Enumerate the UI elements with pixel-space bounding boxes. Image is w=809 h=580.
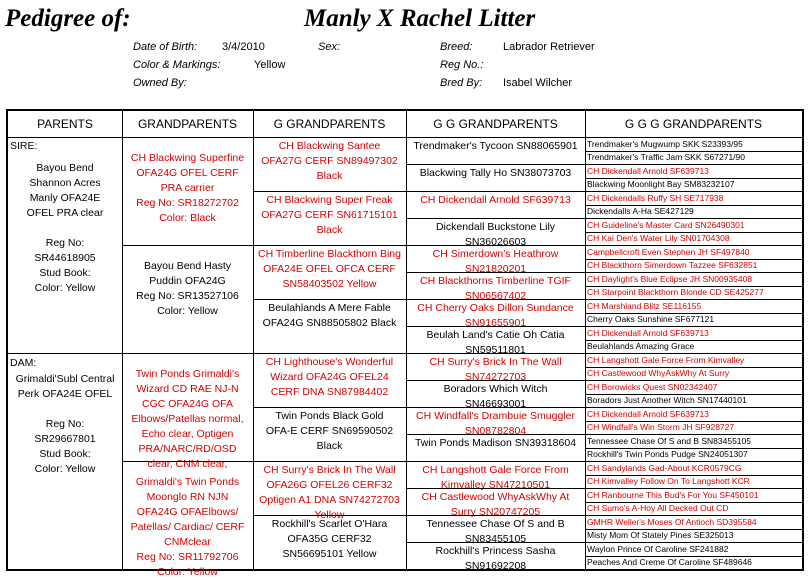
- row-divider: [122, 353, 253, 354]
- gg-grandparent-cell: Trendmaker's Tycoon SN88065901: [413, 140, 578, 152]
- ggg-grandparent-cell: CH Blackthorn Simerdown Tazzee SF632851: [587, 260, 758, 270]
- sire-details: Bayou Bend Shannon Acres Manly OFA24E OFEL PRA clear Reg No: SR44618905 Stud Book: Color: Yellow: [26, 162, 104, 294]
- row-divider: [406, 407, 585, 408]
- col-header-gg-grandparents: G G GRANDPARENTS: [433, 117, 558, 131]
- row-divider: [406, 218, 585, 219]
- ggg-grandparent-cell: Rockhill's Twin Ponds Pudge SN24051307: [587, 449, 748, 459]
- gg-grandparent-cell: CH Simerdown's Heathrow SN21820201: [432, 248, 559, 275]
- gg-grandparent-cell: Beulah Land's Catie Oh Catia SN59511801: [426, 329, 565, 356]
- breed-label: Breed:: [440, 41, 473, 53]
- ggg-grandparent-cell: Campbellcroft Even Stephen JH SF497840: [587, 246, 750, 257]
- ggg-grandparent-cell: CH Castlewood WhyAskWhy At Surry: [587, 368, 730, 378]
- g-grandparent-cell: CH Blackwing Super Freak OFA27G CERF SN61715101 Black: [261, 194, 398, 236]
- col-header-ggg-grandparents: G G G GRANDPARENTS: [624, 117, 763, 131]
- g-grandparent-cell: Beulahlands A Mere Fable OFA24G SN88505802 Black: [262, 302, 397, 329]
- ggg-grandparent-cell: Dickendalls A-Ha SE427129: [587, 206, 694, 216]
- column-divider: [585, 111, 586, 569]
- ggg-grandparent-cell: Blackwing Moonlight Bay SM83232107: [587, 179, 735, 189]
- row-divider: [406, 461, 585, 462]
- ggg-grandparent-cell: CH Starpoint Blackthorn Blonde CD SE425277: [587, 287, 764, 297]
- row-divider: [406, 272, 585, 273]
- color-label: Color & Markings:: [133, 59, 221, 71]
- gg-grandparent-cell: Blackwing Tally Ho SN38073703: [419, 167, 572, 179]
- row-divider: [406, 542, 585, 543]
- row-divider: [585, 542, 802, 543]
- dam-label: DAM:: [10, 357, 37, 369]
- ggg-grandparent-cell: CH Sumo's A-Hoy All Decked Out CD: [587, 503, 729, 513]
- row-divider: [585, 313, 802, 314]
- ggg-grandparent-cell: Boradors Just Another Witch SN17440101: [587, 395, 747, 405]
- row-divider: [585, 367, 802, 368]
- col-header-grandparents: GRANDPARENTS: [137, 117, 238, 131]
- ggg-grandparent-cell: CH Dickendalls Ruffy SH SE717938: [587, 192, 724, 203]
- dob-label: Date of Birth:: [133, 41, 198, 53]
- row-divider: [253, 353, 406, 354]
- ggg-grandparent-cell: CH Dickendall Arnold SF639713: [587, 165, 709, 176]
- header-divider: [8, 137, 802, 138]
- ggg-grandparent-cell: CH Dickendall Arnold SF639713: [587, 408, 709, 419]
- row-divider: [585, 448, 802, 449]
- bred-value: Isabel Wilcher: [503, 77, 573, 89]
- row-divider: [406, 191, 585, 192]
- g-grandparent-cell: CH Surry's Brick In The Wall OFA26G OFEL26 CERF32 Optigen A1 DNA SN74272703 Yellow: [259, 464, 400, 521]
- ggg-grandparent-cell: Cherry Oaks Sunshine SF677121: [587, 314, 715, 324]
- row-divider: [585, 191, 802, 192]
- row-divider: [253, 245, 406, 246]
- row-divider: [585, 529, 802, 530]
- row-divider: [585, 475, 802, 476]
- g-grandparent-cell: CH Blackwing Santee OFA27G CERF SN89497302 Black: [261, 140, 398, 182]
- row-divider: [406, 380, 585, 381]
- dob-value: 3/4/2010: [222, 41, 265, 53]
- g-grandparent-cell: CH Lighthouse's Wonderful Wizard OFA24G OFEL24 CERF DNA SN87984402: [265, 356, 394, 398]
- g-grandparent-cell: CH Timberline Blackthorn Bing OFA24E OFEL OFCA CERF SN58403502 Yellow: [258, 248, 401, 290]
- owned-label: Owned By:: [133, 77, 187, 89]
- ggg-grandparent-cell: CH Kimvalley Follow On To Langshott KCR: [587, 476, 750, 486]
- column-divider: [253, 111, 254, 569]
- col-header-parents: PARENTS: [37, 117, 93, 131]
- gg-grandparent-cell: CH Windfall's Drambuie Smuggler SN08782804: [416, 410, 575, 437]
- g-grandparent-cell: Rockhill's Scarlet O'Hara OFA35G CERF32 SN56695101 Yellow: [271, 518, 388, 560]
- row-divider: [585, 394, 802, 395]
- gg-grandparent-cell: CH Castlewood WhyAskWhy At Surry SN20747205: [421, 491, 570, 518]
- g-grandparent-cell: Twin Ponds Black Gold OFA-E CERF SN69590502 Black: [265, 410, 394, 452]
- column-divider: [122, 111, 123, 569]
- ggg-grandparent-cell: GMHR Weller's Moses Of Antioch SD395584: [587, 516, 757, 527]
- bred-label: Bred By:: [440, 77, 483, 89]
- row-divider: [253, 515, 406, 516]
- grandparent-cell: Bayou Bend Hasty Puddin OFA24G Reg No: SR13527106 Color: Yellow: [136, 260, 239, 317]
- row-divider: [406, 164, 585, 165]
- row-divider: [585, 286, 802, 287]
- row-divider: [406, 515, 585, 516]
- row-divider: [585, 407, 802, 408]
- row-divider: [585, 421, 802, 422]
- ggg-grandparent-cell: Tennessee Chase Of S and B SN83455105: [587, 435, 751, 446]
- ggg-grandparent-cell: CH Sandylands Gad-About KCR0579CG: [587, 462, 742, 473]
- ggg-grandparent-cell: CH Langshott Gale Force From Kimvalley: [587, 354, 745, 365]
- row-divider: [585, 272, 802, 273]
- ggg-grandparent-cell: Trendmaker's Traffic Jam SKK S67271/90: [587, 152, 746, 162]
- col-header-g-grandparents: G GRANDPARENTS: [273, 117, 386, 131]
- gg-grandparent-cell: Dickendall Buckstone Lily SN36026603: [435, 221, 556, 248]
- row-divider: [406, 299, 585, 300]
- color-value: Yellow: [254, 59, 286, 71]
- row-divider: [585, 259, 802, 260]
- grandparent-cell: Twin Ponds Grimaldi's Wizard CD RAE NJ-N CGC OFA24G OFA Elbows/Patellas normal, Echo clear, Optigen PRA/NARC/RD/OSD clear, CNM clear,: [131, 368, 244, 470]
- row-divider: [406, 326, 585, 327]
- sire-label: SIRE:: [10, 140, 38, 152]
- ggg-grandparent-cell: CH Daylight's Blue Eclipse JH SN00935408: [587, 273, 753, 284]
- litter-name-title: Manly X Rachel Litter: [304, 5, 536, 32]
- ggg-grandparent-cell: Misty Mom Of Stately Pines SE325013: [587, 530, 734, 540]
- ggg-grandparent-cell: CH Borowicks Quest SN02342407: [587, 381, 718, 392]
- ggg-grandparent-cell: CH Windfall's Win Storm JH SF928727: [587, 422, 735, 432]
- gg-grandparent-cell: Tennessee Chase Of S and B SN83455105: [426, 518, 565, 545]
- row-divider: [585, 232, 802, 233]
- grandparent-cell: Grimaldi's Twin Ponds Moonglo RN NJN OFA24G OFAElbows/ Patellas/ Cardiac/ CERF CNMclear Reg No: SR11792706 Color: Yellow: [130, 476, 245, 578]
- row-divider: [253, 407, 406, 408]
- row-divider: [585, 164, 802, 165]
- ggg-grandparent-cell: CH Marshland Blitz SE116155: [587, 300, 702, 311]
- gg-grandparent-cell: CH Surry's Brick In The Wall SN74272703: [429, 356, 562, 383]
- row-divider: [585, 434, 802, 435]
- ggg-grandparent-cell: Waylon Prince Of Caroline SF241882: [587, 543, 729, 554]
- reg-label: Reg No.:: [440, 59, 484, 71]
- ggg-grandparent-cell: Beulahlands Amazing Grace: [587, 341, 695, 351]
- row-divider: [585, 502, 802, 503]
- ggg-grandparent-cell: CH Ranbourne This Bud's For You SF450101: [587, 489, 759, 500]
- row-divider: [585, 151, 802, 152]
- row-divider: [406, 245, 585, 246]
- row-divider: [253, 299, 406, 300]
- gg-grandparent-cell: Boradors Which Witch SN46693001: [443, 383, 548, 410]
- row-divider: [585, 340, 802, 341]
- row-divider: [585, 556, 802, 557]
- row-divider: [122, 461, 253, 462]
- row-divider: [585, 353, 802, 354]
- ggg-grandparent-cell: CH Guideline's Master Card SN26490301: [587, 219, 745, 230]
- row-divider: [585, 515, 802, 516]
- row-divider: [585, 488, 802, 489]
- ggg-grandparent-cell: Trendmaker's Mugwump SKK S23393/95: [587, 138, 743, 149]
- pedigree-table: [6, 109, 804, 578]
- row-divider: [585, 299, 802, 300]
- gg-grandparent-cell: Twin Ponds Madison SN39318604: [414, 437, 577, 449]
- ggg-grandparent-cell: CH Dickendall Arnold SF639713: [587, 327, 709, 338]
- gg-grandparent-cell: Rockhill's Princess Sasha SN91692208: [435, 545, 556, 572]
- row-divider: [253, 191, 406, 192]
- row-divider: [585, 205, 802, 206]
- row-divider: [585, 178, 802, 179]
- gg-grandparent-cell: CH Blackthorns Timberline TGIF SN06567402: [420, 275, 571, 302]
- gg-grandparent-cell: CH Dickendall Arnold SF639713: [420, 194, 571, 206]
- row-divider: [406, 434, 585, 435]
- dam-details: Grimaldi'Subl Central Perk OFA24E OFEL Reg No: SR29667801 Stud Book: Color: Yellow: [15, 373, 115, 475]
- ggg-grandparent-cell: CH Kai Den's Water Lily SN01704308: [587, 233, 730, 243]
- row-divider: [253, 461, 406, 462]
- row-divider: [585, 245, 802, 246]
- row-divider: [585, 461, 802, 462]
- column-divider: [406, 111, 407, 569]
- gg-grandparent-cell: CH Cherry Oaks Dillon Sundance SN91655901: [417, 302, 574, 329]
- pedigree-of-title: Pedigree of:: [5, 5, 131, 32]
- gg-grandparent-cell: CH Langshott Gale Force From Kimvalley SN47210501: [422, 464, 569, 491]
- ggg-grandparent-cell: Peaches And Creme Of Caroline SF489646: [587, 557, 752, 567]
- row-divider: [585, 218, 802, 219]
- row-divider: [585, 380, 802, 381]
- row-divider: [406, 488, 585, 489]
- grandparent-cell: CH Blackwing Superfine OFA24G OFEL CERF PRA carrier Reg No: SR18272702 Color: Black: [130, 152, 245, 224]
- row-divider: [585, 326, 802, 327]
- breed-value: Labrador Retriever: [503, 41, 595, 53]
- row-divider: [122, 245, 253, 246]
- row-divider: [406, 353, 585, 354]
- row-divider: [8, 353, 122, 354]
- sex-label: Sex:: [318, 41, 341, 53]
